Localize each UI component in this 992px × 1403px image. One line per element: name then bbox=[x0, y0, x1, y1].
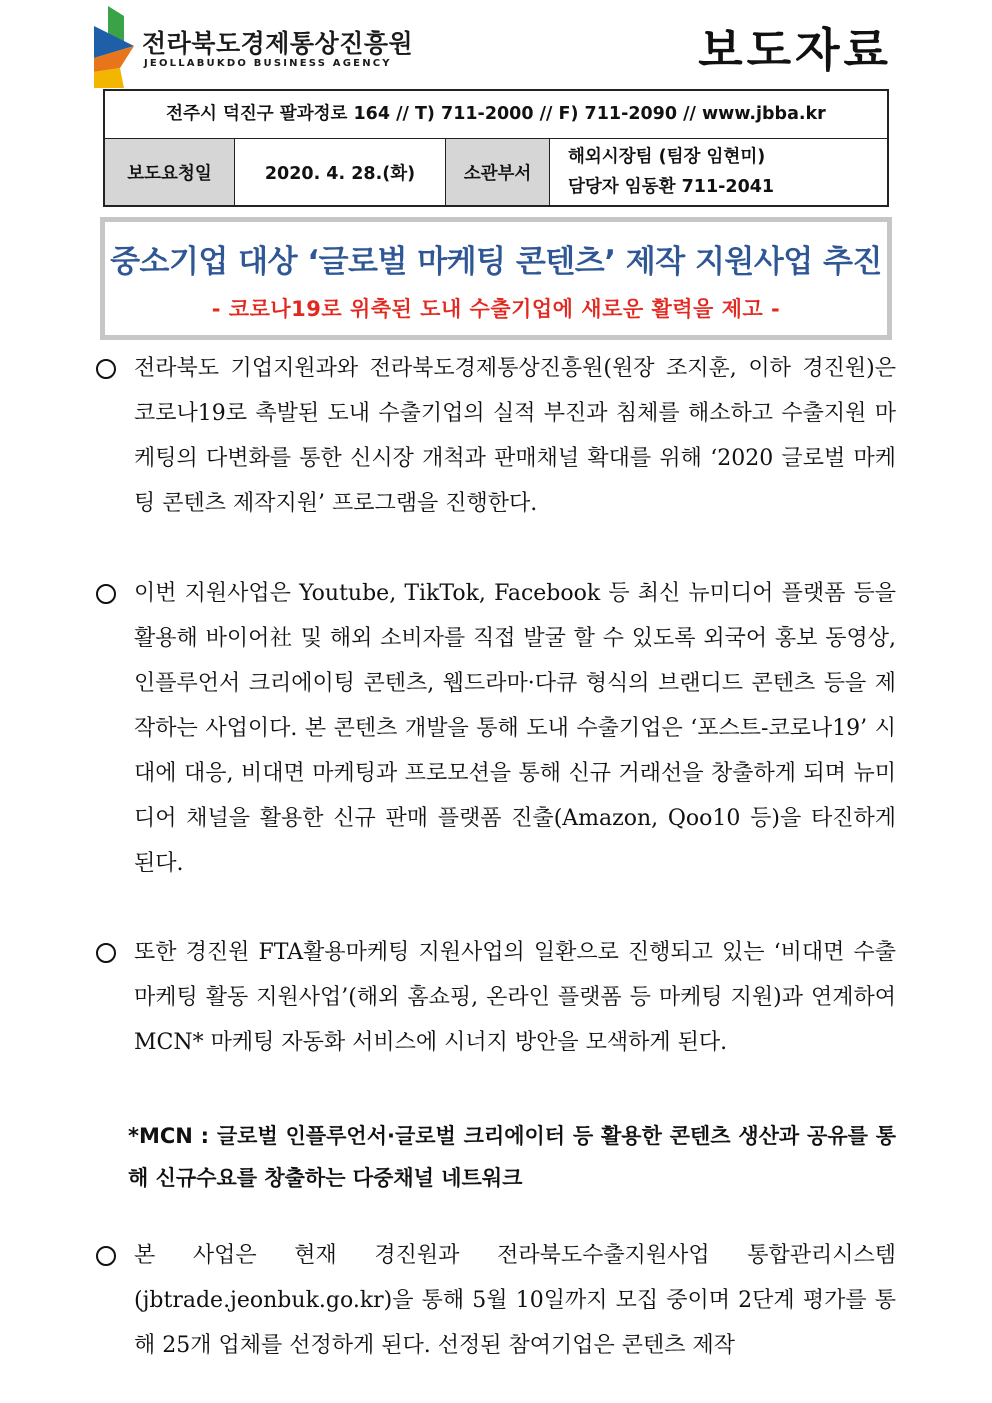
paragraph-text: 이번 지원사업은 Youtube, TikTok, Facebook 등 최신 뉴미디어 플랫폼 등을 활용해 바이어社 및 해외 소비자를 직접 발굴 할 수 있도록 외국어 홍보 동영상, 인플루언서 크리에이팅 콘텐츠, 웹드라마·다큐 형식의 브랜디드 콘텐츠 등을 제작하는 사업이다. 본 콘텐츠 개발을 통해 도내 수출기업은 ‘포스트-코로나19’ 시대에 대응, 비대면 마케팅과 프로모션을 통해 신규 거래선을 창출하게 되며 뉴미디어 채널을 활용한 신규 판매 플랫폼 진출(Amazon, Qoo10 등)을 타진하게 된다. bbox=[134, 581, 896, 876]
mcn-footnote: *MCN : 글로벌 인플루언서·글로벌 크리에이터 등 활용한 콘텐츠 생산과 공유를 통해 신규수요를 창출하는 다중채널 네트워크 bbox=[128, 1124, 896, 1190]
department-team: 해외시장팀 (팀장 임현미) bbox=[568, 147, 766, 167]
doc-type-label: 보도자료 bbox=[698, 23, 892, 77]
department-contact: 담당자 임동환 711-2041 bbox=[568, 177, 775, 197]
release-date-label: 보도요청일 bbox=[105, 139, 235, 205]
paragraph-text: 또한 경진원 FTA활용마케팅 지원사업의 일환으로 진행되고 있는 ‘비대면 수출마케팅 활동 지원사업’(해외 홈쇼핑, 온라인 플랫폼 등 마케팅 지원)과 연계하여 MCN* 마케팅 자동화 서비스에 시너지 방안을 모색하게 된다. bbox=[134, 940, 896, 1055]
headline-box bbox=[100, 217, 892, 340]
address-line: 전주시 덕진구 팔과정로 164 // T) 711-2000 // F) 711-2090 // www.jbba.kr bbox=[105, 91, 887, 139]
paragraph-4 bbox=[96, 1233, 896, 1368]
paragraph-text: 본 사업은 현재 경진원과 전라북도수출지원사업 통합관리시스템(jbtrade.jeonbuk.go.kr)을 통해 5월 10일까지 모집 중이며 2단계 평가를 통해 25개 업체를 선정하게 된다. 선정된 참여기업은 콘텐츠 제작 bbox=[134, 1243, 896, 1358]
circle-bullet-icon bbox=[96, 359, 116, 379]
department-info bbox=[550, 139, 887, 205]
release-date: 2020. 4. 28.(화) bbox=[235, 139, 446, 205]
paragraph-3 bbox=[96, 930, 896, 1065]
paragraph-text: 전라북도 기업지원과와 전라북도경제통상진흥원(원장 조지훈, 이하 경진원)은 코로나19로 촉발된 도내 수출기업의 실적 부진과 침체를 해소하고 수출지원 마케팅의 다변화를 통한 신시장 개척과 판매채널 확대를 위해 ‘2020 글로벌 마케팅 콘텐츠 제작지원’ 프로그램을 진행한다. bbox=[134, 356, 896, 516]
contact-info-table bbox=[103, 89, 889, 207]
paragraph-1 bbox=[96, 346, 896, 526]
org-name-en: JEOLLABUKDO BUSINESS AGENCY bbox=[144, 58, 392, 69]
headline-title: 중소기업 대상 ‘글로벌 마케팅 콘텐츠’ 제작 지원사업 추진 bbox=[110, 244, 882, 280]
circle-bullet-icon bbox=[96, 1246, 116, 1266]
org-name-kr: 전라북도경제통상진흥원 bbox=[142, 29, 414, 58]
release-row bbox=[105, 139, 887, 205]
headline-subtitle: - 코로나19로 위축된 도내 수출기업에 새로운 활력을 제고 - bbox=[211, 297, 781, 321]
org-logo bbox=[94, 6, 414, 88]
paragraph-2 bbox=[96, 571, 896, 886]
org-emblem-icon bbox=[94, 6, 140, 88]
circle-bullet-icon bbox=[96, 584, 116, 604]
circle-bullet-icon bbox=[96, 943, 116, 963]
department-label: 소관부서 bbox=[446, 139, 550, 205]
